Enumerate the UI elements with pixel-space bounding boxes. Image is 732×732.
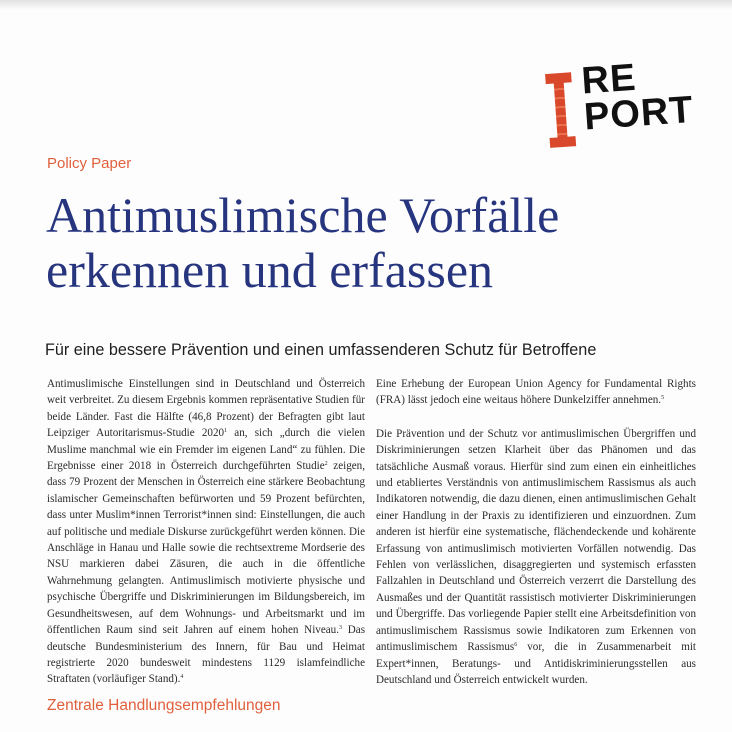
title-line-2: erkennen und erfassen [46, 242, 494, 298]
text-run: an, sich „durch die vielen Muslime manchmal wie ein Fremder im eigenen Land“ zu fühlen. Die Ergebnisse einer 2018 in Österreich durchgeführten Studie [47, 427, 365, 473]
page-title [46, 188, 726, 298]
footnote-ref-6[interactable]: 6 [514, 642, 518, 649]
logo-i-mark-icon [545, 72, 576, 148]
document-type-label: Policy Paper [47, 155, 132, 172]
text-run: Das deutsche Bundesministerium des Innern, für Bau und Heimat registrierte 2020 bundesweit mindestens 1129 islamfeindliche Straftaten (vorläufiger Stand). [47, 624, 366, 686]
text-run: vor, die in Zusammenarbeit mit Expert*innen, Beratungs- und Antidiskriminierungsstellen aus Deutschland und Österreich entwickelt wurden. [376, 641, 696, 686]
title-line-1: Antimuslimische Vorfälle [46, 187, 560, 243]
logo-line-1: RE [580, 56, 638, 103]
footnote-ref-4[interactable]: 4 [180, 674, 184, 681]
prevention-paragraph [376, 426, 696, 689]
footnote-ref-1[interactable]: 1 [224, 428, 228, 435]
text-run: Eine Erhebung der European Union Agency for Fundamental Rights (FRA) lässt jedoch eine weitaus höhere Dunkelziffer annehmen. [376, 378, 696, 407]
intro-paragraph [47, 376, 365, 688]
footnote-ref-5[interactable]: 5 [661, 395, 665, 402]
text-run: Die Prävention und der Schutz vor antimuslimischen Übergriffen und Diskriminierungen setzen Klarheit über das Phänomen und das tatsächliche Ausmaß voraus. Hierfür sind zum einen ein einheitliches und etabliertes Verständnis von antimuslimischem Rassismus als auch Indikatoren notwendig, die dazu dienen, einen antimuslimischen Gehalt einer Handlung in der Praxis zu identifizieren und einzuordnen. Zum anderen ist hierfür eine systematische, flächendeckende und kohärente Erfassung von antimuslimisch motivierten Vorfällen notwendig. Das Fehlen von verlässlichen, disaggregierten und systemisch erfassten Fallzahlen in Deutschland und Österreich verzerrt die Darstellung des Ausmaßes und der Quantität rassistisch motivierter Diskriminierungen und Übergriffe. Das vorliegende Papier stellt eine Arbeitsdefinition von antimuslimischem Rassismus sowie Indikatoren zum Erkennen von antimuslimischem Rassismus [376, 427, 696, 654]
report-logo [545, 56, 702, 166]
body-column-left [47, 376, 365, 688]
fra-paragraph [376, 376, 696, 409]
text-run: zeigen, dass 79 Prozent der Menschen in Österreich eine stärkere Beobachtung islamischer Gemeinschaften befürworten und 59 Prozent befürchten, dass unter Muslim*innen Terrorist*innen sind: Einstellungen, die auch auf politische und mediale Diskurse zurückgeführt werden können. Die Anschläge in Hanau und Halle sowie die rechtsextreme Mordserie des NSU markieren dabei Zäsuren, die auch in die öffentliche Wahrnehmung gelangten. Antimuslimisch motivierte physische und psychische Übergriffe und Diskriminierungen im Bildungsbereich, im Gesundheitswesen, auf dem Wohnungs- und Arbeitsmarkt und im öffentlichen Raum sind seit Jahren auf einem hohen Niveau. [47, 460, 366, 637]
logo-wordmark [580, 56, 695, 139]
page-top-shadow [0, 0, 732, 10]
section-heading-recommendations: Zentrale Handlungsempfehlungen [47, 697, 281, 714]
text-run: Antimuslimische Einstellungen sind in Deutschland und Österreich weit verbreitet. Zu diesem Ergebnis kommen repräsentative Studien für beide Länder. Fast die Hälfte (46,8 Prozent) der Befragten gibt laut Leipziger Autoritarismus-Studie 2020 [47, 378, 365, 440]
page-subtitle: Für eine bessere Prävention und einen umfassenderen Schutz für Betroffene [45, 341, 597, 359]
body-column-right [376, 376, 696, 688]
footnote-ref-3[interactable]: 3 [339, 625, 342, 632]
logo-line-2: PORT [582, 88, 695, 139]
footnote-ref-2[interactable]: 2 [324, 461, 328, 468]
